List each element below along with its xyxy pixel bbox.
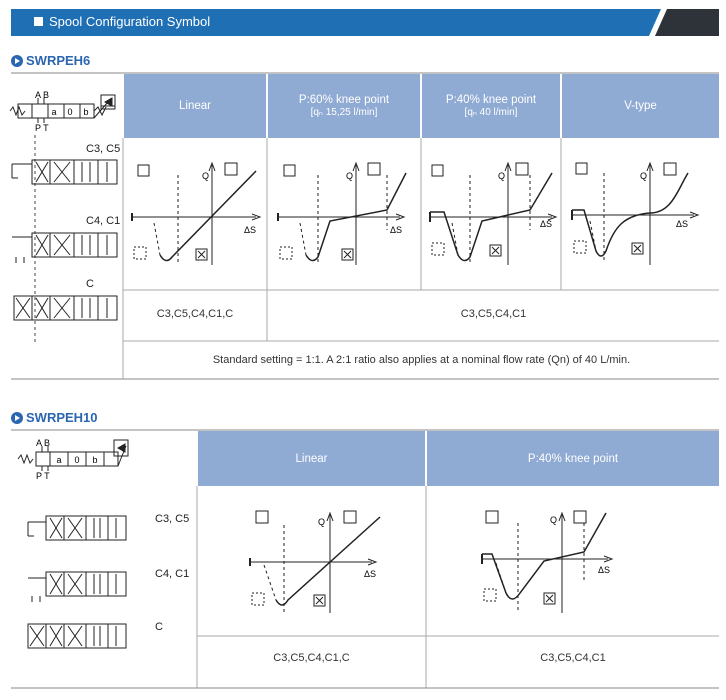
spool-symbol-c3c5: [12, 150, 122, 190]
spool-code-cell: C3,C5,C4,C1: [460, 308, 527, 320]
column-header-subtitle: [qₙ 40 l/min]: [464, 107, 518, 118]
column-header-title: Linear: [295, 452, 328, 465]
flow-curve-p40-10: [478, 505, 628, 620]
spool-symbol-c: [12, 290, 122, 330]
spool-symbol-c4c1: [26, 564, 136, 604]
axis-label-q: Q: [550, 515, 558, 525]
symbol-label-ab: A B: [35, 90, 50, 100]
header-title: Spool Configuration Symbol: [49, 14, 211, 29]
symbol-label-a: a: [56, 455, 62, 465]
column-header-subtitle: [qₙ 15,25 l/min]: [310, 107, 378, 118]
symbol-label-a: a: [51, 107, 57, 117]
spool-label: C4, C1: [155, 568, 190, 580]
axis-label-s: ΔS: [598, 565, 611, 575]
column-header-title: P:60% knee point: [298, 94, 390, 106]
axis-label-q: Q: [202, 171, 210, 181]
axis-label-s: ΔS: [540, 219, 553, 229]
axis-label-s: ΔS: [390, 225, 403, 235]
column-header-title: P:40% knee point: [445, 94, 537, 106]
column-header-p40: [427, 431, 719, 486]
standard-setting-note: Standard setting = 1:1. A 2:1 ratio also applies at a nominal flow rate (Qn) of 40 L/min.: [212, 354, 631, 366]
symbol-label-pt: P T: [36, 471, 50, 481]
spool-label: C: [86, 278, 94, 290]
axis-label-s: ΔS: [244, 225, 257, 235]
spool-label: C3, C5: [155, 513, 190, 525]
spool-label: C: [155, 621, 163, 633]
arrow-bullet-icon: [11, 412, 23, 424]
section-title-swrpeh10: [11, 410, 98, 425]
spool-code-cell: C3,C5,C4,C1: [540, 652, 606, 664]
flow-curve-vtype: [564, 155, 714, 275]
flow-curve-p40: [424, 155, 559, 275]
section-title-text: SWRPEH6: [26, 53, 91, 68]
axis-label-s: ΔS: [364, 569, 377, 579]
spool-code-cell: C3,C5,C4,C1,C: [156, 308, 234, 320]
column-header-title: V-type: [624, 100, 657, 112]
axis-label-s: ΔS: [676, 219, 689, 229]
axis-label-q: Q: [640, 171, 648, 181]
column-header-title: P:40% knee point: [527, 452, 619, 465]
symbol-label-ab: A B: [36, 438, 51, 448]
section-title-text: SWRPEH10: [26, 410, 98, 425]
spool-symbol-c: [26, 620, 136, 660]
axis-label-q: Q: [318, 517, 326, 527]
flow-curve-linear: [126, 155, 264, 275]
spool-label: C3, C5: [86, 143, 121, 155]
spool-label: C4, C1: [86, 215, 121, 227]
flow-curve-linear-10: [246, 505, 396, 620]
column-header-linear: [198, 431, 425, 486]
column-header-title: Linear: [179, 100, 211, 112]
spool-symbol-c3c5: [26, 508, 136, 548]
symbol-label-b: b: [92, 455, 98, 465]
symbol-label-pt: P T: [35, 123, 49, 133]
axis-label-q: Q: [498, 171, 506, 181]
valve-symbol-header: [14, 436, 144, 481]
spool-code-cell: C3,C5,C4,C1,C: [273, 652, 350, 664]
spool-symbol-c4c1: [12, 223, 122, 263]
symbol-label-0: 0: [74, 455, 80, 465]
symbol-label-b: b: [83, 107, 89, 117]
flow-curve-p60: [272, 155, 417, 275]
symbol-label-0: 0: [67, 107, 73, 117]
axis-label-q: Q: [346, 171, 354, 181]
